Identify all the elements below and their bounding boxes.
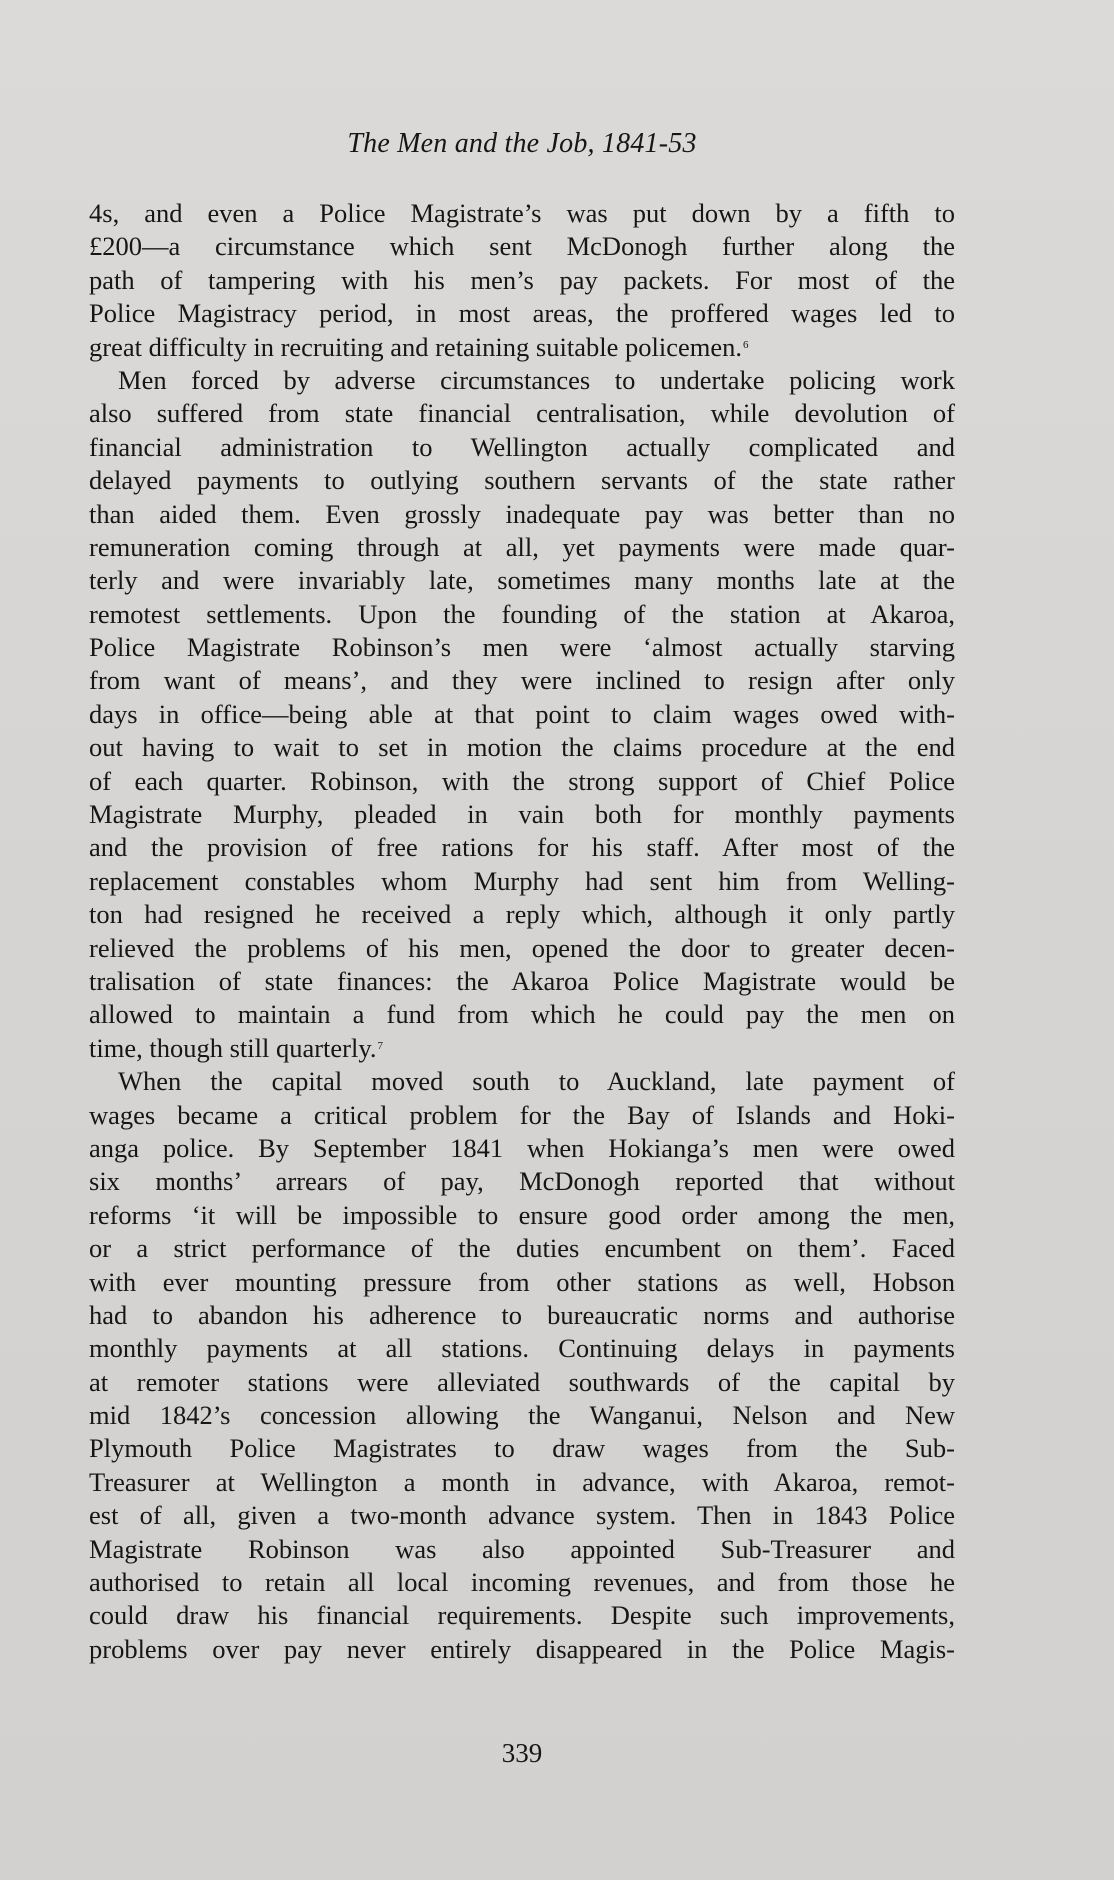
text-line: had to abandon his adherence to bureaucratic norms and authorise [89, 1299, 955, 1330]
text-line: six months’ arrears of pay, McDonogh reported that without [89, 1166, 955, 1197]
text-line: terly and were invariably late, sometimes many months late at the [89, 565, 955, 596]
text-line: delayed payments to outlying southern servants of the state rather [89, 465, 955, 496]
text-line: of each quarter. Robinson, with the strong support of Chief Police [89, 765, 955, 796]
text-line: est of all, given a two-month advance system. Then in 1843 Police [89, 1500, 955, 1531]
text-line: allowed to maintain a fund from which he could pay the men on [89, 999, 955, 1030]
text-line: £200—a circumstance which sent McDonogh further along the [89, 231, 955, 262]
text-line: problems over pay never entirely disappeared in the Police Magis- [89, 1633, 955, 1664]
text-line: or a strict performance of the duties encumbent on them’. Faced [89, 1233, 955, 1264]
text-line: Police Magistracy period, in most areas, the proffered wages led to [89, 298, 955, 329]
text-line: days in office—being able at that point to claim wages owed with- [89, 698, 955, 729]
text-line: out having to wait to set in motion the claims procedure at the end [89, 732, 955, 763]
text-line: Magistrate Robinson was also appointed Sub-Treasurer and [89, 1533, 955, 1564]
text-line: could draw his financial requirements. Despite such improvements, [89, 1600, 955, 1631]
text-line: ton had resigned he received a reply which, although it only partly [89, 899, 955, 930]
text-line: great difficulty in recruiting and retaining suitable policemen.$^6$ [89, 331, 749, 362]
text-line: remuneration coming through at all, yet payments were made quar- [89, 531, 955, 562]
text-line: When the capital moved south to Auckland, late payment of [118, 1066, 955, 1097]
text-line: with ever mounting pressure from other stations as well, Hobson [89, 1266, 955, 1297]
text-line: mid 1842’s concession allowing the Wanganui, Nelson and New [89, 1400, 955, 1431]
text-line: Plymouth Police Magistrates to draw wages from the Sub- [89, 1433, 955, 1464]
text-line: Men forced by adverse circumstances to undertake policing work [118, 364, 955, 395]
text-line: monthly payments at all stations. Continuing delays in payments [89, 1333, 955, 1364]
paragraph-2 [89, 364, 955, 1065]
running-head: The Men and the Job, 1841-53 [347, 128, 697, 159]
text-line: remotest settlements. Upon the founding of the station at Akaroa, [89, 598, 955, 629]
text-line: relieved the problems of his men, opened the door to greater decen- [89, 932, 955, 963]
text-line: also suffered from state financial centralisation, while devolution of [89, 398, 955, 429]
footnote-ref[interactable]: 7 [377, 1039, 384, 1052]
body-text [89, 197, 955, 1666]
text-line: tralisation of state finances: the Akaroa Police Magistrate would be [89, 965, 955, 996]
text-line: authorised to retain all local incoming revenues, and from those he [89, 1567, 955, 1598]
paragraph-3 [89, 1065, 955, 1666]
text-line: Police Magistrate Robinson’s men were ‘almost actually starving [89, 632, 955, 663]
text-line: reforms ‘it will be impossible to ensure good order among the men, [89, 1199, 955, 1230]
text-line: 4s, and even a Police Magistrate’s was put down by a fifth to [89, 198, 955, 228]
text-line: from want of means’, and they were inclined to resign after only [89, 665, 955, 696]
paragraph-1 [89, 197, 955, 364]
text-line: time, though still quarterly.$^7$ [89, 1032, 384, 1063]
text-line: anga police. By September 1841 when Hokianga’s men were owed [89, 1132, 955, 1163]
text-line: financial administration to Wellington actually complicated and [89, 431, 955, 462]
text-line: and the provision of free rations for his staff. After most of the [89, 832, 955, 863]
footnote-ref[interactable]: 6 [742, 338, 749, 351]
text-line: replacement constables whom Murphy had sent him from Welling- [89, 865, 955, 896]
text-line: path of tampering with his men’s pay packets. For most of the [89, 264, 955, 295]
text-line: Treasurer at Wellington a month in advance, with Akaroa, remot- [89, 1466, 955, 1497]
text-line: Magistrate Murphy, pleaded in vain both for monthly payments [89, 799, 955, 830]
page-number: 339 [501, 1738, 543, 1768]
text-line: than aided them. Even grossly inadequate pay was better than no [89, 498, 955, 529]
text-line: at remoter stations were alleviated southwards of the capital by [89, 1366, 955, 1397]
text-line: wages became a critical problem for the Bay of Islands and Hoki- [89, 1099, 955, 1130]
